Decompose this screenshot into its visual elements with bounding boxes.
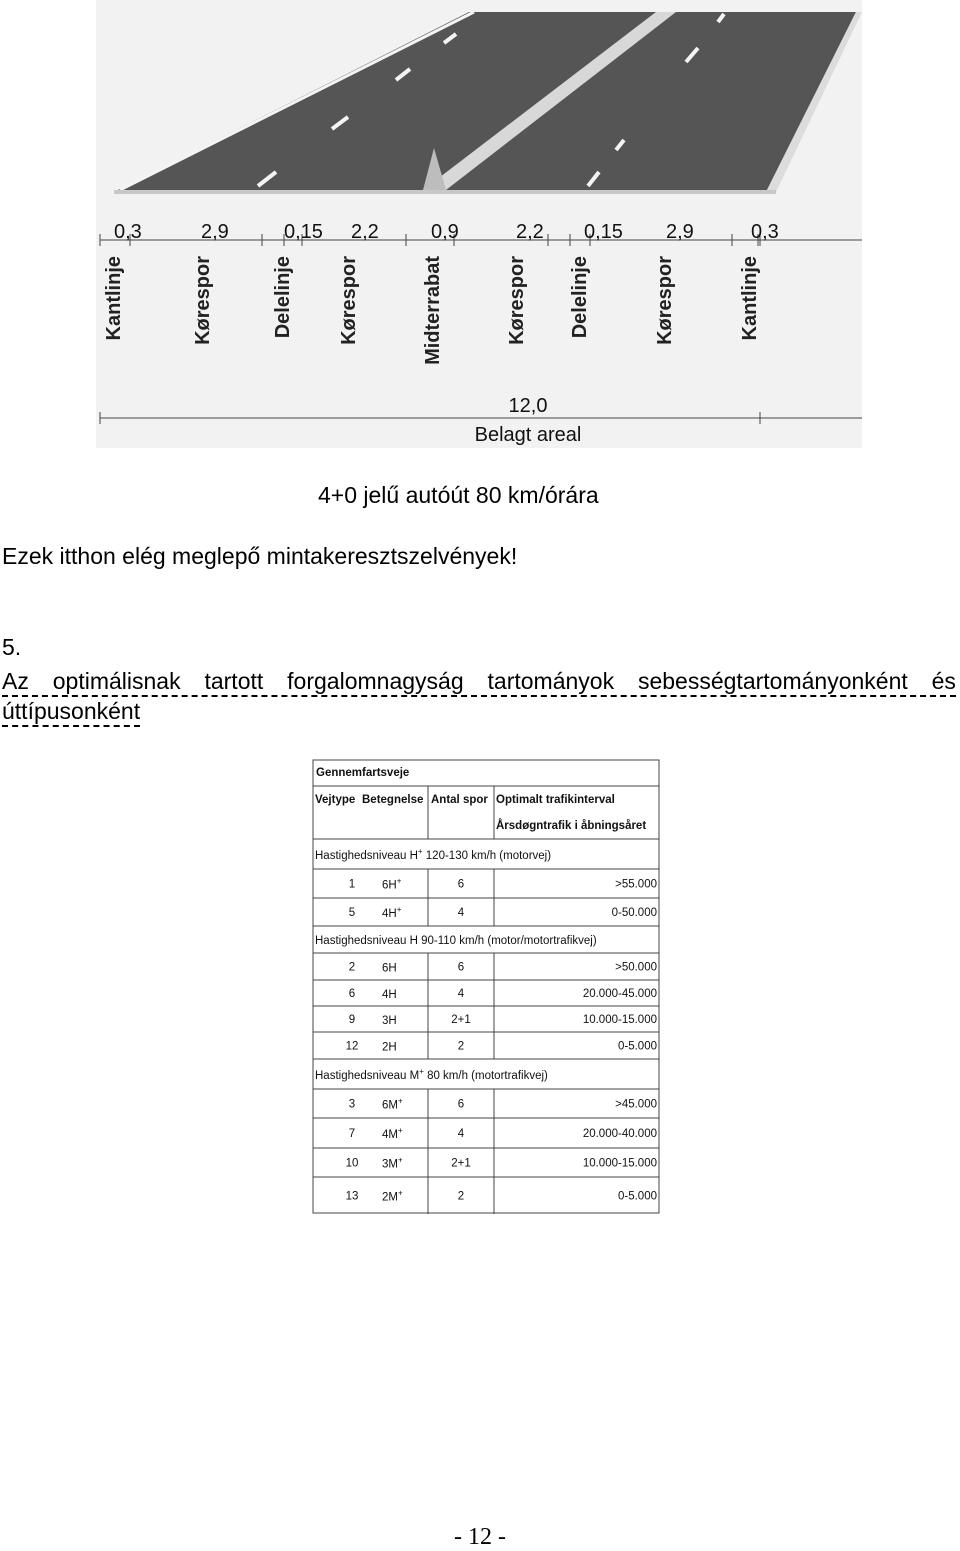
dimension-value: 0,15 [584, 221, 623, 243]
dimension-value: 2,2 [516, 221, 544, 243]
row-traffic-interval: 0-5.000 [617, 1040, 657, 1053]
row-designation: 4H+ [382, 905, 402, 920]
row-traffic-interval: >50.000 [615, 961, 657, 974]
heading-word: tartományok [487, 668, 615, 694]
speed-group-label: Hastighedsniveau M+ 80 km/h (motortrafikvej) [315, 1067, 548, 1082]
row-designation: 2H [382, 1041, 397, 1054]
row-designation: 4H [382, 989, 397, 1001]
road-cross-section-drawing [96, 0, 862, 448]
row-traffic-interval: 0-5.000 [617, 1190, 657, 1203]
row-designation: 6H [382, 962, 397, 975]
lane-label: Kørespor [506, 256, 528, 345]
row-designation: 4M+ [382, 1126, 403, 1141]
row-road-type: 13 [345, 1190, 359, 1203]
row-road-type: 12 [345, 1040, 359, 1053]
row-traffic-interval: >55.000 [615, 878, 657, 891]
table-title: Gennemfartsveje [316, 767, 410, 779]
lane-label: Kantlinje [103, 256, 125, 341]
dimension-value: 0,3 [751, 221, 779, 243]
row-traffic-interval: 10.000-15.000 [582, 1157, 657, 1170]
road-surface [114, 12, 856, 192]
row-road-type: 9 [348, 1014, 356, 1026]
dimension-value: 2,9 [666, 221, 694, 243]
heading-word: sebességtartományonként [637, 668, 908, 694]
lane-label: Kørespor [654, 256, 676, 345]
row-lane-count: 6 [457, 878, 465, 891]
row-road-type: 10 [345, 1157, 359, 1170]
lane-label: Midterrabat [422, 256, 444, 365]
road-cross-section-figure [96, 0, 862, 448]
row-designation: 6H+ [382, 876, 402, 892]
column-header: Optimalt trafikinterval [496, 794, 615, 806]
lane-label: Kørespor [192, 256, 214, 345]
remark-text: Ezek itthon elég meglepő mintakeresztszelvények! [2, 543, 518, 569]
column-subheader: Årsdøgntrafik i åbningsåret [496, 820, 647, 832]
lane-label: Kørespor [338, 256, 360, 345]
dimension-values [114, 221, 779, 243]
row-designation: 3H [382, 1015, 397, 1027]
row-lane-count: 2 [457, 1190, 465, 1203]
row-lane-count: 6 [457, 1098, 465, 1111]
traffic-table-drawing [312, 759, 660, 1214]
heading-word: tartott [204, 668, 264, 694]
row-road-type: 3 [348, 1098, 356, 1111]
section-number: 5. [2, 634, 22, 660]
road-base [114, 190, 776, 194]
row-lane-count: 4 [457, 907, 465, 919]
row-road-type: 2 [348, 961, 356, 974]
section-heading-line-1 [2, 668, 956, 697]
dimension-value: 0,3 [114, 221, 142, 243]
row-designation: 3M+ [382, 1155, 403, 1171]
traffic-interval-table [312, 759, 660, 1214]
row-lane-count: 4 [457, 1128, 465, 1140]
figure-caption: 4+0 jelű autóút 80 km/órára [318, 482, 599, 508]
lane-label: Delelinje [272, 256, 294, 339]
row-road-type: 7 [348, 1128, 356, 1140]
lane-labels [103, 256, 761, 365]
page-number: - 12 - [454, 1524, 506, 1550]
total-width: 12,0 [508, 395, 548, 417]
row-traffic-interval: 20.000-45.000 [582, 988, 657, 1000]
row-road-type: 6 [348, 988, 356, 1000]
dimension-value: 2,9 [201, 221, 229, 243]
row-traffic-interval: 10.000-15.000 [582, 1014, 657, 1026]
section-heading-words [2, 668, 956, 695]
speed-group-label: Hastighedsniveau H 90-110 km/h (motor/motortrafikvej) [315, 935, 597, 947]
heading-word: és [931, 668, 956, 694]
lane-label: Kantlinje [739, 256, 761, 341]
heading-word: optimálisnak [52, 668, 181, 694]
row-traffic-interval: >45.000 [615, 1098, 657, 1111]
dimension-value: 2,2 [351, 221, 379, 243]
column-header: Antal spor [431, 794, 488, 806]
heading-word: forgalomnagyság [287, 668, 464, 694]
row-lane-count: 2+1 [451, 1014, 471, 1026]
dimension-value: 0,15 [284, 221, 323, 243]
speed-group-label: Hastighedsniveau H+ 120-130 km/h (motorvej) [315, 847, 552, 862]
total-width-label: Belagt areal [474, 424, 582, 446]
section-heading-line-2: úttípusonként [2, 698, 140, 727]
row-designation: 2M+ [382, 1188, 403, 1204]
row-traffic-interval: 20.000-40.000 [582, 1128, 657, 1140]
heading-word: Az [2, 668, 29, 694]
row-lane-count: 4 [457, 988, 465, 1000]
dimension-value: 0,9 [431, 221, 459, 243]
lane-label: Delelinje [569, 256, 591, 339]
column-header: Betegnelse [362, 794, 424, 806]
row-road-type: 5 [348, 907, 356, 919]
row-lane-count: 6 [457, 961, 465, 974]
row-road-type: 1 [348, 878, 356, 891]
row-lane-count: 2+1 [451, 1157, 471, 1170]
row-lane-count: 2 [457, 1040, 465, 1053]
row-designation: 6M+ [382, 1096, 403, 1112]
column-header: Vejtype [315, 794, 356, 806]
row-traffic-interval: 0-50.000 [611, 907, 657, 919]
